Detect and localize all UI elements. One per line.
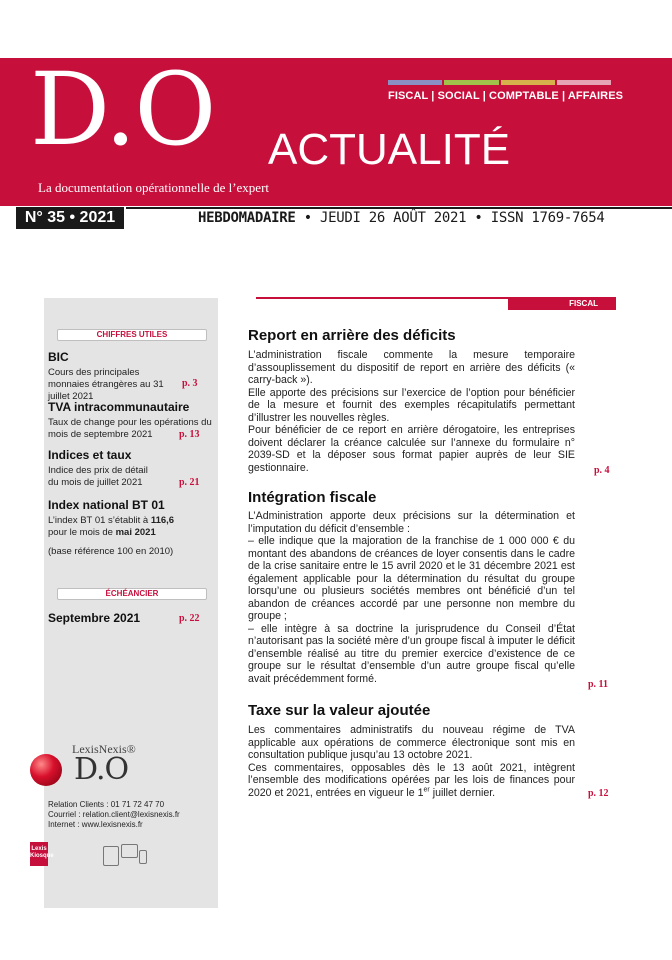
paragraph: L’administration fiscale commente la mesure temporaire d’assouplissement du dispositif de report en arrière des déficits (« carry-back »).	[248, 349, 575, 386]
relation-clients: Relation Clients : 01 71 72 47 70	[48, 800, 165, 809]
sidebar-page-ref[interactable]: p. 3	[182, 378, 198, 389]
sidebar-item-title: BIC	[48, 350, 69, 364]
echeancier-title: Septembre 2021	[48, 611, 141, 625]
bt01-label: L’index BT 01 s’établit à	[48, 515, 151, 526]
category-color-comptable	[501, 80, 555, 85]
page-ref[interactable]: p. 12	[588, 788, 609, 799]
paragraph	[248, 762, 575, 800]
paragraph: Elle apporte des précisions sur l’exercice de l’option pour bénéficier de la mesure et fournit des exemples récapitulatifs permettant d’illustrer les nouvelles règles.	[248, 386, 575, 424]
category-color-social	[444, 80, 498, 85]
echeancier-label: ÉCHÉANCIER	[57, 588, 207, 600]
separator: •	[474, 210, 491, 226]
phone-icon	[139, 850, 147, 864]
paragraph: L’Administration apporte deux précisions sur la détermination et l’imputation du déficit d’ensemble :	[248, 510, 575, 535]
frequency: HEBDOMADAIRE	[198, 210, 296, 226]
echeancier-page-ref[interactable]: p. 22	[179, 613, 200, 624]
brand-subtitle: ACTUALITÉ	[268, 125, 511, 174]
internet-link[interactable]: Internet : www.lexisnexis.fr	[48, 820, 143, 829]
kiosque-label-2: Kiosque	[30, 853, 54, 859]
bt01-period-label: pour le mois de	[48, 527, 116, 538]
category-color-affaires	[557, 80, 611, 85]
tablet-icon	[103, 846, 119, 866]
article-title: Taxe sur la valeur ajoutée	[248, 702, 431, 719]
monitor-icon	[121, 844, 138, 858]
section-tag: FISCAL	[508, 298, 616, 310]
article-body	[248, 510, 575, 685]
superscript: er	[423, 785, 430, 793]
sidebar-item-title: Indices et taux	[48, 448, 132, 462]
page-ref[interactable]: p. 4	[594, 465, 610, 476]
kiosque-label-1: Lexis	[31, 846, 47, 852]
page-ref[interactable]: p. 11	[588, 679, 609, 690]
article-title: Intégration fiscale	[248, 489, 377, 506]
issue-info	[198, 210, 605, 226]
bt01-month: mai 2021	[115, 527, 156, 538]
article-title: Report en arrière des déficits	[248, 327, 456, 344]
article-body	[248, 724, 575, 799]
category-list: FISCAL | SOCIAL | COMPTABLE | AFFAIRES	[388, 90, 624, 102]
paragraph-text: juillet dernier.	[429, 786, 496, 799]
courriel[interactable]: Courriel : relation.client@lexisnexis.fr	[48, 810, 180, 819]
paragraph: – elle indique que la majoration de la franchise de 1 000 000 € du montant des abandons de créances de loyer consentis dans le cadre de la crise sanitaire entre le 15 avril 2020 et le 31 décembre 2021 est également applicable pour la détermination du résultat du groupe lorsqu’une ou plusieurs sociétés membres ont bénéficié d’un tel abandon de créances accordé par une personne non membre du groupe ;	[248, 535, 575, 622]
tagline: La documentation opérationnelle de l’expert	[38, 180, 270, 195]
paragraph: Pour bénéficier de ce report en arrière dérogatoire, les entreprises doivent déclarer la créance calculée sur l’annexe du formulaire n° 2039-SD et la déposer sous format papier auprès de leur SIE gestionnaire.	[248, 424, 575, 474]
publisher-product: D.O	[74, 752, 129, 787]
brand-logo: D.O	[30, 51, 215, 168]
issue-number: N° 35 • 2021	[16, 207, 124, 229]
paragraph-text: Ces commentaires, opposables dès le 13 août 2021, intègrent l’ensemble des modifications opérées par les lois de finances pour 2020 et 2021, entrées en vigueur le 1	[248, 761, 575, 799]
lexis-kiosque-icon[interactable]	[30, 842, 54, 866]
bt01-text	[48, 515, 216, 539]
lexisnexis-logo-icon	[30, 754, 62, 786]
sidebar-item-title: TVA intracommunautaire	[48, 400, 190, 414]
issue-rule	[126, 207, 672, 209]
issue-date: JEUDI 26 AOÛT 2021	[319, 210, 467, 226]
sidebar-item-text: Indice des prix de détail du mois de juillet 2021	[48, 465, 148, 488]
paragraph: – elle intègre à sa doctrine la jurisprudence du Conseil d’État n’autorisant pas la société mère d’un groupe fiscal à imputer le déficit d’ensemble réalisé au titre du premier exercice d’existence de ce groupe sur le résultat d’ensemble d’un autre groupe fiscal qu’elle avait précédemment formé.	[248, 622, 575, 685]
publisher-name: LexisNexis®	[72, 742, 136, 756]
sidebar-item-text: Cours des principales monnaies étrangères au 31 juillet 2021	[48, 367, 164, 402]
chiffres-utiles-label: CHIFFRES UTILES	[57, 329, 207, 341]
issn: ISSN 1769-7654	[490, 210, 605, 226]
category-color-fiscal	[388, 80, 442, 85]
sidebar-item-text: Taux de change pour les opérations du mois de septembre 2021	[48, 417, 212, 440]
bt01-note: (base référence 100 en 2010)	[48, 546, 174, 557]
sidebar-page-ref[interactable]: p. 13	[179, 429, 200, 440]
paragraph: Les commentaires administratifs du nouveau régime de TVA applicable aux opérations de commerce électronique sont mis en consultation publique jusqu’au 13 octobre 2021.	[248, 724, 575, 761]
separator: •	[303, 210, 320, 226]
sidebar-item-title: Index national BT 01	[48, 498, 165, 512]
bt01-value: 116,6	[150, 515, 175, 526]
article-body	[248, 349, 575, 474]
sidebar-page-ref[interactable]: p. 21	[179, 477, 200, 488]
category-color-strip	[388, 80, 613, 85]
